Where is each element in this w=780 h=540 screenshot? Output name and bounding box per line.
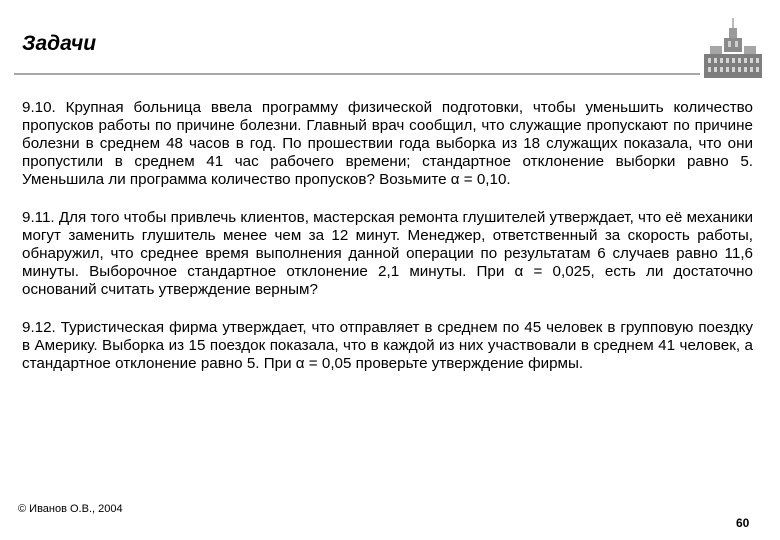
university-building-logo-icon [700,16,766,82]
copyright-footer: © Иванов О.В., 2004 [18,503,123,515]
problem-9-11: 9.11. Для того чтобы привлечь клиентов, мастерская ремонта глушителей утверждает, что её механики могут заменить глушитель менее чем за 12 минут. Менеджер, ответственный за скорость работы, обнаружил, что среднее время выполнения данной операции по результатам 6 случаев равно 11,6 минуты. Выборочное стандартное отклонение 2,1 минуты. При α = 0,025, есть ли достаточно оснований считать утверждение верным? [22,209,753,298]
problem-9-10: 9.10. Крупная больница ввела программу физической подготовки, чтобы уменьшить количество пропусков работы по причине болезни. Главный врач сообщил, что служащие пропускают по причине болезни в среднем 48 часов в год. По прошествии года выборка из 18 служащих показала, что они пропустили в среднем 41 час рабочего времени; стандартное отклонение выборки равно 5. Уменьшила ли программа количество пропусков? Возьмите α = 0,10. [22,99,753,188]
problem-9-12: 9.12. Туристическая фирма утверждает, что отправляет в среднем по 45 человек в групповую поездку в Америку. Выборка из 15 поездок показала, что в каждой из них участвовали в среднем 41 человек, а стандартное отклонение равно 5. При α = 0,05 проверьте утверждение фирмы. [22,319,753,372]
page-number: 60 [736,516,750,530]
slide-title: Задачи [22,32,97,55]
problems-list [22,99,753,393]
title-divider [14,73,700,75]
